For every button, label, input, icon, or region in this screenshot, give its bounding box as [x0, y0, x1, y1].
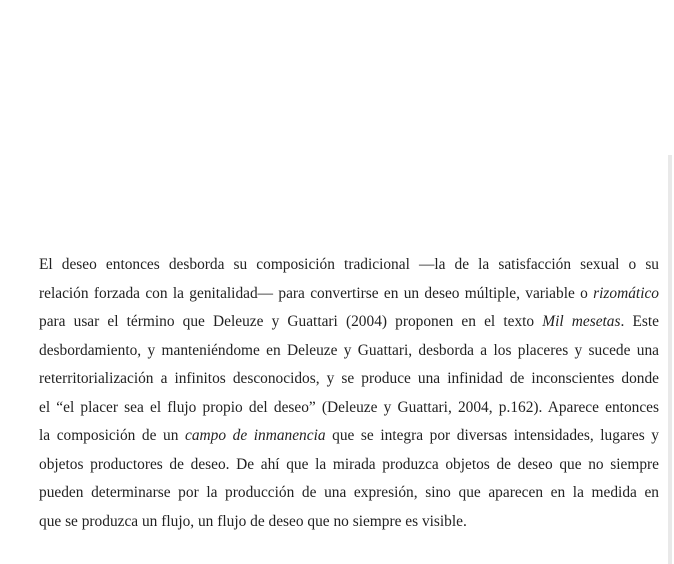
- text-run: objetos productores de deseo. De ahí que la mirada produzca objetos de deseo que no siempre: [39, 455, 659, 473]
- paragraph-line: [39, 365, 659, 394]
- paragraph-line: [39, 337, 659, 366]
- paragraph-line: [39, 308, 659, 337]
- text-run: que se integra por diversas intensidades, lugares y: [325, 427, 659, 444]
- text-run: desbordamiento, y manteniéndome en Deleuze y Guattari, desborda a los placeres y sucede una: [39, 341, 659, 359]
- paragraph-line: [39, 394, 659, 423]
- text-run: la composición de un: [39, 427, 186, 444]
- text-run: pueden determinarse por la producción de una expresión, sino que aparecen en la medida en: [39, 484, 659, 501]
- paragraph-line: [39, 479, 659, 508]
- italic-term: campo de inmanencia: [185, 427, 326, 444]
- text-run: para usar el término que Deleuze y Guattari (2004) proponen en el texto: [39, 313, 543, 330]
- text-run: relación forzada con la genitalidad— para convertirse en un deseo múltiple, variable o: [39, 284, 594, 302]
- paragraph-line: [39, 280, 659, 309]
- text-run: El deseo entonces desborda su composición tradicional —la de la satisfacción sexual o su: [39, 256, 659, 273]
- paragraph-line: [39, 251, 659, 280]
- body-paragraph: [39, 251, 659, 536]
- italic-term: rizomático: [593, 284, 659, 302]
- text-run: que se produzca un flujo, un flujo de deseo que no siempre es visible.: [39, 512, 467, 530]
- italic-term: Mil mesetas: [542, 313, 621, 330]
- text-run: . Este: [620, 313, 659, 330]
- text-run: reterritorialización a infinitos desconocidos, y se produce una infinidad de inconscientes donde: [39, 370, 659, 387]
- text-run: el “el placer sea el flujo propio del deseo” (Deleuze y Guattari, 2004, p.162). Aparece entonces: [39, 398, 659, 416]
- paragraph-line: [39, 451, 659, 480]
- page-edge-shadow: [668, 155, 672, 564]
- paragraph-line: [39, 508, 659, 537]
- paragraph-line: [39, 422, 659, 451]
